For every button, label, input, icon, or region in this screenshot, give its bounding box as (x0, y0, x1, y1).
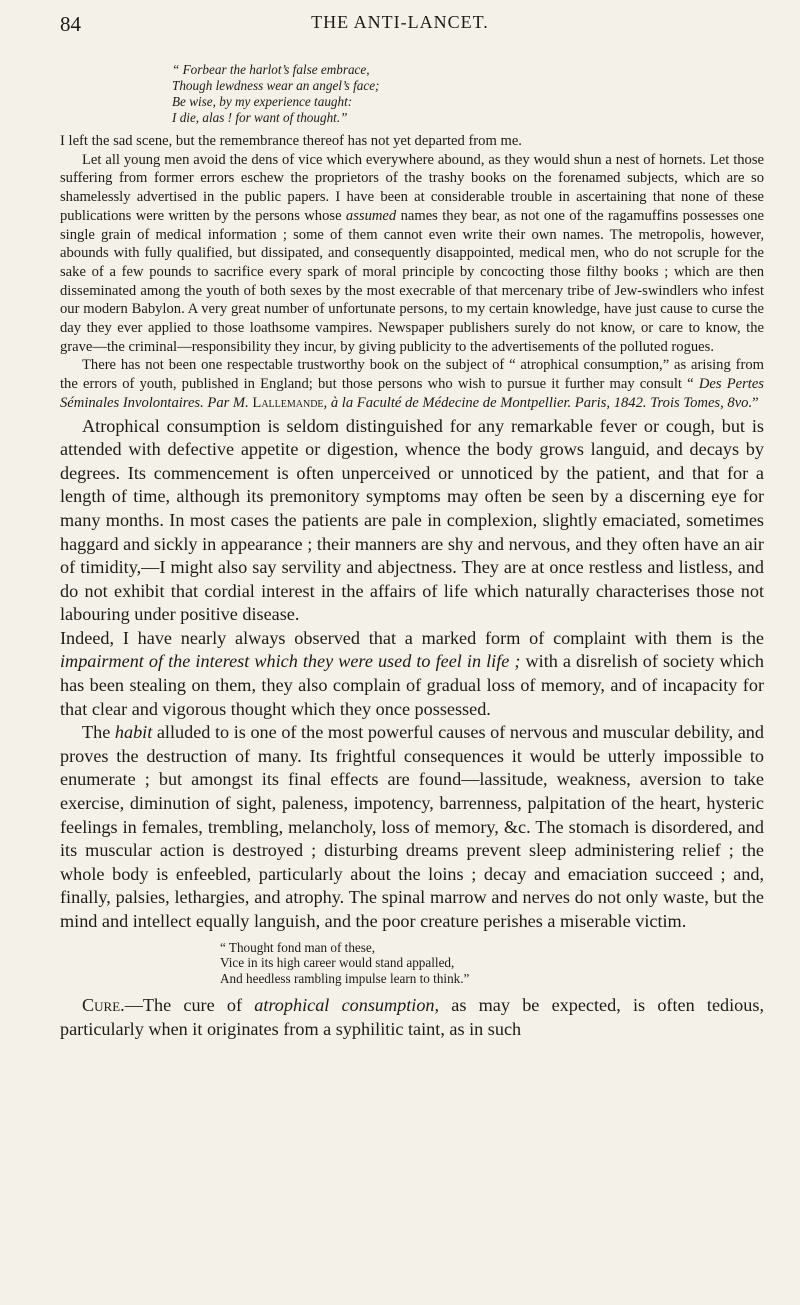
text-run: alluded to is one of the most powerful causes of nervous and muscular debility, and proves the destruction of many. Its frightful consequences it would be utterly impossible to enumerate ; but amongst its final effects are found—lassitude, weakness, aversion to take exercise, diminution of sight, paleness, impotency, barrenness, palpitation of the heart, hysteric feelings in females, trembling, melancholy, loss of memory, &c. The stomach is disordered, and its muscular action is destroyed ; disturbing dreams prevent sleep administering relief ; the whole body is enfeebled, particularly about the loins ; decay and emaciation succeed ; and, finally, palsies, lethargies, and atrophy. The spinal marrow and nerves do not only waste, but the mind and intellect equally languish, and the poor creature perishes a miserable victim. (60, 722, 764, 932)
emphasis: habit (114, 722, 153, 743)
poem-line: “ Forbear the harlot’s false embrace, (172, 62, 370, 77)
text-run: Indeed, I have nearly always observed that a marked form of complaint with them is the (60, 627, 764, 648)
poem-line: And heedless rambling impulse learn to think.” (220, 970, 470, 986)
text-run: There has not been one respectable trustworthy book on the subject of “ atrophical consumption,” as arising from the errors of youth, published in England; but those persons who wish to pursue it further may consult “ (60, 357, 764, 393)
paragraph-habit (60, 721, 764, 933)
poem-line: “ Thought fond man of these, (220, 939, 376, 955)
emphasis: impairment of the interest which they were used to feel in life ; (60, 651, 521, 672)
poem-line: Vice in its high career would stand appalled, (220, 955, 455, 971)
text-run: names they bear, as not one of the ragamuffins possesses one single grain of medical information ; some of them cannot even write their own names. The metropolis, however, abounds with fully qualified, but dissipated, and consequently disappointed, medical men, who do not scruple for the sake of a few pounds to sacrifice every spark of moral principle by concocting those filthy books ; which are then disseminated among the youth of both sexes by the most execrable of that mercenary tribe of Jew-swindlers who infest our modern Babylon. A very great number of unfortunate persons, to my certain knowledge, have just cause to curse the day they ever applied to those loathsome vampires. Newspaper publishers surely do not know, or care to know, the grave—the criminal—responsibility they incur, by giving publicity to the advertisements of the polluted rogues. (60, 207, 764, 355)
page-body (60, 62, 764, 1041)
citation-title: Des Pertes Séminales Involontaires. Par M. (60, 376, 764, 411)
paragraph-sad-scene: I left the sad scene, but the remembrance thereof has not yet departed from me. (60, 133, 522, 149)
poem-line: I die, alas ! for want of thought.” (172, 110, 348, 125)
paragraph-indeed (60, 627, 764, 721)
opening-poem (172, 62, 764, 126)
paragraph-young-men (60, 151, 764, 357)
paragraph-atrophical-consumption: Atrophical consumption is seldom distinguished for any remarkable fever or cough, but is attended with defective appetite or digestion, whence the body grows languid, and decays by degrees. Its commencement is often unperceived or unnoticed by the patient, and that for a length of time, although its premonitory symptoms may often be seen by a discerning eye for many months. In most cases the patients are pale in complexion, slightly emaciated, sometimes haggard and sickly in appearance ; their manners are shy and nervous, and they often have an air of timidity,—I might also say servility and abjectness. They are at once restless and listless, and do not exhibit that cordial interest in the affairs of life which naturally characterises those not labouring under positive disease. (60, 415, 764, 625)
page-number: 84 (60, 12, 81, 36)
citation-author: Lallemande (252, 394, 324, 411)
poem-line: Though lewdness wear an angel’s face; (172, 78, 380, 93)
poem-line: Be wise, by my experience taught: (172, 94, 353, 109)
text-run: The (82, 722, 115, 743)
citation-title-cont: , à la Faculté de Médecine de Montpellier. Paris, 1842. Trois Tomes, 8vo. (323, 394, 753, 411)
text-run: as may be expected, is often tedious, particularly when it originates from a syphilitic taint, as in such (60, 995, 764, 1039)
emphasis: assumed (345, 207, 397, 224)
running-head: THE ANTI-LANCET. (311, 12, 489, 32)
text-run: with a disrelish of society which has been stealing on them, they also complain of gradual loss of memory, and of incapacity for that clear and vigorous thought which they once possessed. (60, 651, 764, 719)
text-run: —The cure of (124, 995, 255, 1016)
paragraph-cure (60, 994, 764, 1041)
closing-poem (220, 940, 764, 987)
text-run: ” (752, 394, 759, 411)
emphasis: atrophical consumption, (254, 995, 440, 1016)
text-run: Let all young men avoid the dens of vice which everywhere abound, as they would shun a nest of hornets. Let those suffering from former errors eschew the proprietors of the trashy books on the forenamed subjects, which are so shamelessly advertised in the public papers. I have been at considerable trouble in ascertaining that none of these publications were written by the persons whose (60, 151, 764, 224)
section-label: Cure. (82, 995, 125, 1016)
paragraph-trustworthy-book (60, 356, 764, 412)
